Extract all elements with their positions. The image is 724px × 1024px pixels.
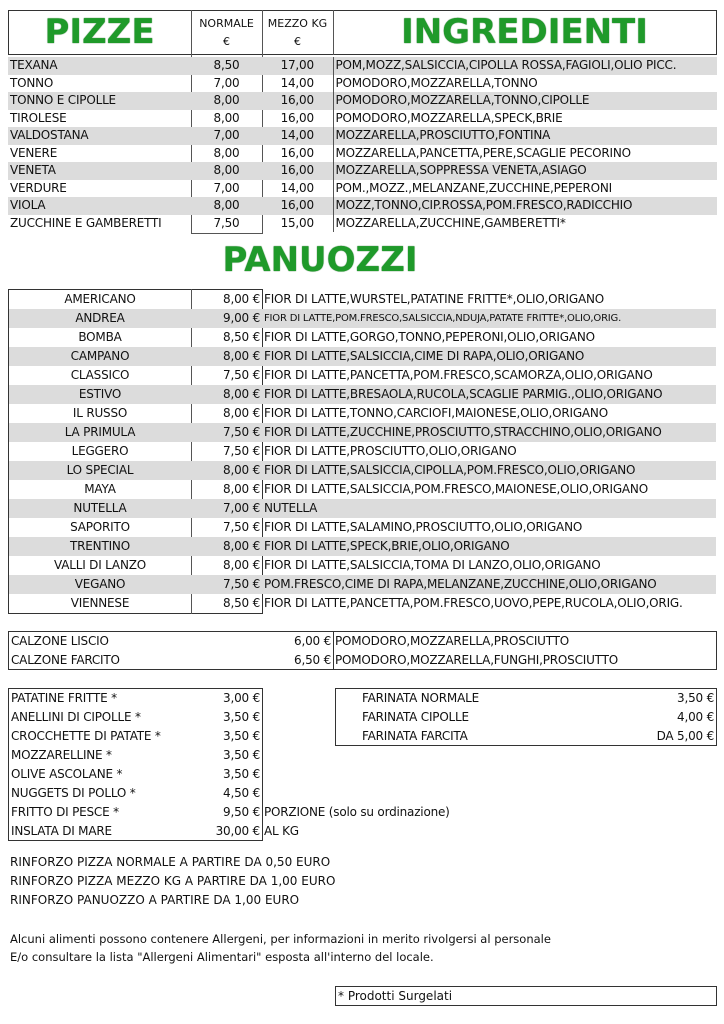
spacer [336, 727, 360, 746]
price: 3,00 € [223, 691, 260, 705]
table-row [336, 727, 716, 746]
price: 6,50 € [294, 653, 331, 667]
col-mezzo: MEZZO KG € [267, 17, 328, 48]
price: 3,50 € [677, 691, 714, 705]
table-row [9, 575, 716, 594]
price-normale: 8,00 [191, 92, 262, 110]
table-row [8, 162, 717, 180]
pizza-name: VALDOSTANA [8, 127, 191, 145]
ingredients: MOZZ,TONNO,CIP.ROSSA,POM.FRESCO,RADICCHIO [333, 197, 717, 215]
table-row [9, 328, 716, 347]
panuozzo-name: VALLI DI LANZO [54, 558, 146, 572]
side-name: MOZZARELLINE * [11, 748, 112, 762]
price-mezzo: 16,00 [262, 162, 333, 180]
ingredients: POM,MOZZ,SALSICCIA,CIPOLLA ROSSA,FAGIOLI,OLIO PICC. [333, 57, 717, 75]
allergen-note: Alcuni alimenti possono contenere Allergeni, per informazioni in merito rivolgersi al personale [10, 932, 551, 946]
rinforzo-line: RINFORZO PIZZA MEZZO KG A PARTIRE DA 1,00 EURO [10, 874, 336, 888]
price: 8,50 € [223, 596, 260, 610]
farinata-name: FARINATA CIPOLLE [362, 710, 469, 724]
pizza-name: TEXANA [8, 57, 191, 75]
table-row [8, 92, 717, 110]
panuozzo-name: BOMBA [78, 330, 122, 344]
panuozzo-name: NUTELLA [9, 499, 191, 518]
farinata-table [336, 689, 716, 746]
spacer [336, 689, 360, 708]
price: 4,00 € [677, 710, 714, 724]
price: 9,00 € [191, 309, 262, 328]
ingredients: POMODORO,MOZZARELLA,TONNO,CIPOLLE [333, 92, 717, 110]
ingredients: POMODORO,MOZZARELLA,PROSCIUTTO [335, 634, 570, 648]
panuozzo-name: ANDREA [9, 309, 191, 328]
price-normale: 8,00 [213, 145, 240, 160]
table-row [9, 765, 509, 784]
price-mezzo: 14,00 [262, 127, 333, 145]
note: PORZIONE (solo su ordinazione) [264, 805, 450, 819]
table-row [9, 309, 716, 328]
ingredients: FIOR DI LATTE,BRESAOLA,RUCOLA,SCAGLIE PARMIG.,OLIO,ORIGANO [262, 385, 716, 404]
table-row [9, 385, 716, 404]
surgelati-note: * Prodotti Surgelati [335, 986, 717, 1006]
table-row [9, 651, 716, 670]
table-row [9, 746, 509, 765]
panuozzo-name: LEGGERO [71, 444, 129, 458]
panuozzo-name: MAYA [84, 482, 116, 496]
price: 8,00 € [191, 461, 262, 480]
price: 7,50 € [191, 575, 262, 594]
price: 7,50 € [191, 423, 262, 442]
price: 7,50 € [223, 444, 260, 458]
table-row [9, 499, 716, 518]
ingredients: FIOR DI LATTE,WURSTEL,PATATINE FRITTE*,OLIO,ORIGANO [264, 292, 605, 306]
price: 6,00 € [294, 634, 331, 648]
pizza-name: TONNO [10, 75, 54, 90]
farinata-name: FARINATA NORMALE [362, 691, 479, 705]
pizze-table [8, 57, 717, 232]
panuozzo-name: SAPORITO [70, 520, 130, 534]
ingredients: POMODORO,MOZZARELLA,FUNGHI,PROSCIUTTO [335, 653, 618, 667]
price-mezzo: 14,00 [280, 180, 314, 195]
price: 9,50 € [223, 805, 260, 819]
rinforzo-line: RINFORZO PIZZA NORMALE A PARTIRE DA 0,50 EURO [10, 855, 331, 869]
ingredients: FIOR DI LATTE,ZUCCHINE,PROSCIUTTO,STRACCHINO,OLIO,ORIGANO [262, 423, 716, 442]
calzoni-table [9, 632, 716, 670]
table-row [8, 57, 717, 75]
price: 8,00 € [191, 385, 262, 404]
ingredients: POM.FRESCO,CIME DI RAPA,MELANZANE,ZUCCHINE,OLIO,ORIGANO [262, 575, 716, 594]
side-name: CROCCHETTE DI PATATE * [11, 729, 161, 743]
table-row [336, 708, 716, 727]
table-row [8, 180, 717, 198]
table-row [8, 145, 717, 163]
ingredients: NUTELLA [262, 499, 716, 518]
calzone-name: CALZONE FARCITO [11, 653, 120, 667]
panuozzo-name: LO SPECIAL [9, 461, 191, 480]
price: 3,50 € [223, 729, 260, 743]
price-normale: 8,00 [191, 197, 262, 215]
panuozzo-name: IL RUSSO [72, 406, 128, 420]
price-normale: 7,50 [213, 215, 240, 230]
panuozzo-name: LA PRIMULA [9, 423, 191, 442]
panuozzi-table [9, 290, 716, 613]
ingredients: FIOR DI LATTE,SALSICCIA,POM.FRESCO,MAIONESE,OLIO,ORIGANO [264, 482, 648, 496]
table-row [8, 127, 717, 145]
price: DA 5,00 € [656, 729, 714, 743]
ingredients: FIOR DI LATTE,PANCETTA,POM.FRESCO,UOVO,PEPE,RUCOLA,OLIO,ORIG. [264, 596, 683, 610]
table-row [9, 347, 716, 366]
pizza-name: TIROLESE [10, 110, 67, 125]
side-name: NUGGETS DI POLLO * [11, 786, 136, 800]
side-name: INSLATA DI MARE [11, 824, 112, 838]
table-row [9, 518, 716, 537]
table-row [9, 594, 716, 613]
price-normale: 7,00 [213, 75, 240, 90]
price-normale: 8,00 [213, 110, 240, 125]
panuozzo-name: CLASSICO [70, 368, 130, 382]
calzone-name: CALZONE LISCIO [11, 634, 109, 648]
panuozzo-name: ESTIVO [9, 385, 191, 404]
ingredients: FIOR DI LATTE,PROSCIUTTO,OLIO,ORIGANO [264, 444, 517, 458]
table-row [9, 442, 716, 461]
allergen-note: E/o consultare la lista "Allergeni Alimentari" esposta all'interno del locale. [10, 950, 434, 964]
price-normale: 8,00 [191, 162, 262, 180]
table-row [9, 480, 716, 499]
price-mezzo: 17,00 [262, 57, 333, 75]
ingredients: POMODORO,MOZZARELLA,TONNO [333, 75, 717, 93]
note [262, 784, 509, 803]
note [262, 765, 509, 784]
price-normale: 7,00 [213, 180, 240, 195]
side-name: PATATINE FRITTE * [11, 691, 117, 705]
ingredients: MOZZARELLA,SOPPRESSA VENETA,ASIAGO [333, 162, 717, 180]
price-mezzo: 16,00 [280, 145, 314, 160]
ingredients: MOZZARELLA,PROSCIUTTO,FONTINA [333, 127, 717, 145]
panuozzo-name: VIENNESE [70, 596, 130, 610]
table-row [8, 215, 717, 233]
price: 4,50 € [223, 786, 260, 800]
ingredients: FIOR DI LATTE,PANCETTA,POM.FRESCO,SCAMORZA,OLIO,ORIGANO [264, 368, 653, 382]
table-row [8, 75, 717, 93]
panuozzo-name: TRENTINO [9, 537, 191, 556]
panuozzo-name: AMERICANO [64, 292, 136, 306]
price-mezzo: 16,00 [262, 197, 333, 215]
note [262, 746, 509, 765]
table-row [9, 404, 716, 423]
table-row [9, 537, 716, 556]
table-row [9, 290, 716, 309]
table-row [9, 366, 716, 385]
side-name: ANELLINI DI CIPOLLE * [11, 710, 141, 724]
pizza-name: VERDURE [10, 180, 67, 195]
price-mezzo: 16,00 [262, 92, 333, 110]
ingredients: FIOR DI LATTE,POM.FRESCO,SALSICCIA,NDUJA,PATATE FRITTE*,OLIO,ORIG. [262, 309, 716, 328]
ingredients: MOZZARELLA,PANCETTA,PERE,SCAGLIE PECORINO [333, 145, 717, 163]
note: AL KG [264, 824, 299, 838]
ingredients: FIOR DI LATTE,TONNO,CARCIOFI,MAIONESE,OLIO,ORIGANO [264, 406, 608, 420]
ingredients: FIOR DI LATTE,SPECK,BRIE,OLIO,ORIGANO [262, 537, 716, 556]
pizza-name: ZUCCHINE E GAMBERETTI [10, 215, 162, 230]
price-mezzo: 15,00 [280, 215, 314, 230]
table-row [336, 689, 716, 708]
price: 8,00 € [223, 558, 260, 572]
price-mezzo: 14,00 [280, 75, 314, 90]
table-row [9, 556, 716, 575]
price: 30,00 € [215, 824, 260, 838]
pizza-name: VENERE [10, 145, 58, 160]
pizza-name: VENETA [8, 162, 191, 180]
ingredients: FIOR DI LATTE,SALSICCIA,CIPOLLA,POM.FRESCO,OLIO,ORIGANO [262, 461, 716, 480]
rinforzo-line: RINFORZO PANUOZZO A PARTIRE DA 1,00 EURO [10, 893, 300, 907]
side-name: FRITTO DI PESCE * [11, 805, 119, 819]
price: 8,50 € [223, 330, 260, 344]
table-row [9, 461, 716, 480]
price: 7,50 € [223, 520, 260, 534]
price-normale: 8,50 [191, 57, 262, 75]
price: 8,00 € [223, 292, 260, 306]
pizza-name: VIOLA [8, 197, 191, 215]
price: 8,00 € [223, 406, 260, 420]
price-normale: 7,00 [191, 127, 262, 145]
ingredients: POMODORO,MOZZARELLA,SPECK,BRIE [333, 110, 717, 128]
panuozzi-title: PANUOZZI [222, 240, 418, 280]
ingredienti-title: INGREDIENTI [401, 12, 648, 52]
price: 7,50 € [223, 368, 260, 382]
ingredients: FIOR DI LATTE,SALSICCIA,TOMA DI LANZO,OLIO,ORIGANO [264, 558, 601, 572]
pizze-title: PIZZE [44, 12, 155, 52]
price: 7,00 € [191, 499, 262, 518]
table-row [9, 784, 509, 803]
table-row [9, 803, 509, 822]
price: 8,00 € [191, 537, 262, 556]
table-row [9, 632, 716, 651]
ingredients: FIOR DI LATTE,SALAMINO,PROSCIUTTO,OLIO,ORIGANO [264, 520, 583, 534]
ingredients: POM.,MOZZ.,MELANZANE,ZUCCHINE,PEPERONI [333, 180, 717, 198]
farinata-name: FARINATA FARCITA [362, 729, 468, 743]
table-row [8, 110, 717, 128]
panuozzo-name: CAMPANO [9, 347, 191, 366]
pizza-name: TONNO E CIPOLLE [8, 92, 191, 110]
side-name: OLIVE ASCOLANE * [11, 767, 123, 781]
ingredients: FIOR DI LATTE,SALSICCIA,CIME DI RAPA,OLIO,ORIGANO [262, 347, 716, 366]
table-row [9, 423, 716, 442]
price: 3,50 € [223, 767, 260, 781]
table-row [9, 822, 509, 841]
spacer [336, 708, 360, 727]
table-row [8, 197, 717, 215]
ingredients: FIOR DI LATTE,GORGO,TONNO,PEPERONI,OLIO,ORIGANO [264, 330, 595, 344]
panuozzo-name: VEGANO [9, 575, 191, 594]
price: 3,50 € [223, 748, 260, 762]
price: 3,50 € [223, 710, 260, 724]
price-mezzo: 16,00 [280, 110, 314, 125]
price: 8,00 € [191, 347, 262, 366]
ingredients: MOZZARELLA,ZUCCHINE,GAMBERETTI* [333, 215, 717, 233]
col-normale: NORMALE € [199, 17, 254, 48]
price: 8,00 € [223, 482, 260, 496]
